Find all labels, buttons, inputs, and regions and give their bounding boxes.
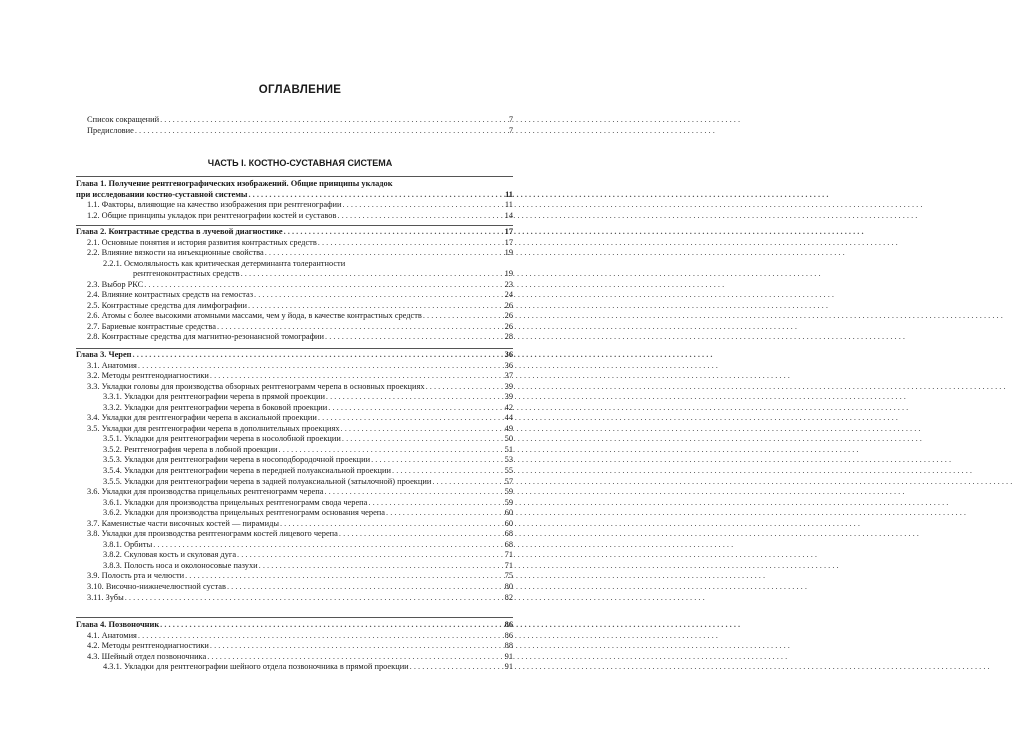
toc-entry-text: 2.6. Атомы с более высокими атомными массами, чем у йода, в качестве контрастных средств	[87, 311, 422, 321]
toc-entry-text: 3.5. Укладки для рентгенографии черепа в дополнительных проекциях	[87, 423, 340, 433]
dot-leader	[125, 593, 502, 604]
chapter-title-cont[interactable]	[76, 190, 513, 201]
toc-entry-page: 14	[504, 210, 513, 220]
toc-entry-page: 17	[504, 237, 513, 247]
toc-entry[interactable]	[76, 487, 513, 498]
dot-leader	[326, 392, 502, 403]
toc-entry-text: 3.6. Укладки для производства прицельных рентгенограмм черепа	[87, 487, 324, 497]
toc-entry-page: 80	[504, 582, 513, 592]
toc-entry-text: 4.1. Анатомия	[87, 630, 137, 640]
chapter-divider	[76, 225, 513, 226]
toc-entry-text: 3.6.1. Укладки для производства прицельных рентгенограмм свода черепа	[103, 497, 368, 507]
toc-entry-page: 37	[504, 371, 513, 381]
dot-leader	[432, 477, 502, 488]
toc-entry[interactable]	[76, 403, 513, 414]
dot-leader	[265, 248, 502, 259]
dot-leader	[241, 269, 502, 280]
chapter-title[interactable]	[76, 620, 513, 631]
dot-leader	[259, 561, 502, 572]
toc-entry-page: 82	[504, 592, 513, 602]
toc-entry[interactable]	[76, 455, 513, 466]
dot-leader	[324, 487, 502, 498]
toc-entry-text: 2.4. Влияние контрастных средств на гемостаз	[87, 290, 254, 300]
toc-entry-text: 4.2. Методы рентгенодиагностики	[87, 641, 209, 651]
dot-leader	[284, 227, 502, 238]
toc-entry[interactable]	[76, 593, 513, 604]
toc-entry[interactable]	[76, 248, 513, 259]
toc-entry[interactable]	[76, 332, 513, 343]
toc-entry-page: 88	[504, 641, 513, 651]
toc-entry[interactable]	[76, 519, 513, 530]
toc-entry[interactable]	[76, 280, 513, 291]
toc-entry[interactable]	[76, 652, 513, 663]
toc-entry-page: 23	[504, 279, 513, 289]
toc-entry[interactable]	[76, 301, 513, 312]
toc-entry[interactable]	[76, 466, 513, 477]
toc-entry-page: 55	[504, 466, 513, 476]
chapter-title[interactable]: Глава 1. Получение рентгенографических изображений. Общие принципы укладок	[76, 179, 393, 188]
chapter-page: 36	[504, 350, 513, 359]
toc-entry-text: 3.5.2. Рентгенография черепа в лобной проекции	[103, 444, 278, 454]
toc-entry-text: 3.2. Методы рентгенодиагностики	[87, 371, 209, 381]
dot-leader	[237, 550, 502, 561]
toc-entry-page: 59	[504, 487, 513, 497]
toc-entry-page: 91	[504, 662, 513, 672]
toc-entry[interactable]	[76, 529, 513, 540]
dot-leader	[133, 350, 502, 361]
toc-entry-page: 51	[504, 444, 513, 454]
toc-entry-page: 57	[504, 476, 513, 486]
toc-entry[interactable]	[76, 641, 513, 652]
chapter-1	[76, 179, 513, 221]
toc-entry-page: 28	[504, 332, 513, 342]
dot-leader	[341, 424, 502, 435]
dot-leader	[410, 662, 502, 673]
toc-entry[interactable]	[76, 371, 513, 382]
toc-entry[interactable]	[76, 631, 513, 642]
toc-entry[interactable]	[76, 662, 513, 673]
toc-entry-page: 19	[504, 248, 513, 258]
toc-entry-page: 11	[504, 200, 513, 210]
toc-entry[interactable]	[76, 200, 513, 211]
dot-leader	[248, 301, 502, 312]
toc-entry-text: 3.3.1. Укладки для рентгенографии черепа в прямой проекции	[103, 392, 325, 402]
toc-entry[interactable]	[76, 434, 513, 445]
dot-leader	[135, 126, 502, 137]
chapter-page: 86	[504, 620, 513, 629]
dot-leader	[371, 455, 502, 466]
toc-entry-text: рентгеноконтрастных средств	[133, 269, 240, 279]
toc-entry-page: 49	[504, 423, 513, 433]
toc-entry-page: 71	[504, 560, 513, 570]
dot-leader	[227, 582, 502, 593]
toc-entry[interactable]	[76, 238, 513, 249]
toc-entry[interactable]	[76, 424, 513, 435]
toc-entry-page: 53	[504, 455, 513, 465]
chapter-title[interactable]	[76, 350, 513, 361]
dot-leader	[153, 540, 502, 551]
chapter-title[interactable]	[76, 227, 513, 238]
toc-entry-text: 3.1. Анатомия	[87, 360, 137, 370]
toc-entry-page: 68	[504, 539, 513, 549]
toc-entry-page: 26	[504, 321, 513, 331]
toc-entry-text: 3.5.4. Укладки для рентгенографии черепа в передней полуаксиальной проекции	[103, 466, 391, 476]
chapter-divider	[76, 348, 513, 349]
dot-leader	[160, 115, 502, 126]
dot-leader	[138, 361, 502, 372]
toc-entry[interactable]	[76, 382, 513, 393]
toc-entry-text: 3.5.5. Укладки для рентгенографии черепа в задней полуаксиальной (затылочной) проекции	[103, 476, 432, 486]
toc-entry-text: 3.4. Укладки для рентгенографии черепа в аксиальной проекции	[87, 413, 317, 423]
dot-leader	[160, 620, 502, 631]
toc-entry-text: 1.2. Общие принципы укладок при рентгенографии костей и суставов	[87, 210, 337, 220]
toc-entry-page: 60	[504, 518, 513, 528]
toc-entry-page: 24	[504, 290, 513, 300]
toc-entry-line[interactable]: 2.2.1. Осмоляльность как критическая детерминанта толерантности	[103, 258, 346, 268]
toc-entry[interactable]	[76, 361, 513, 372]
chapter-title-text: Глава 2. Контрастные средства в лучевой диагностике	[76, 227, 283, 236]
toc-entry-page: 39	[504, 392, 513, 402]
dot-leader	[426, 382, 502, 393]
toc-entry-page: 19	[504, 269, 513, 279]
chapter-title-text: Глава 3. Череп	[76, 350, 132, 359]
dot-leader	[368, 498, 502, 509]
dot-leader	[325, 332, 502, 343]
toc-entry-text: 1.1. Факторы, влияющие на качество изображения при рентгенографии	[87, 200, 342, 210]
toc-entry-page: 26	[504, 300, 513, 310]
toc-entry-page: 91	[504, 651, 513, 661]
toc-entry-page: 42	[504, 402, 513, 412]
toc-entry[interactable]	[76, 269, 513, 280]
front-matter-list	[76, 115, 513, 136]
toc-entry-page: 75	[504, 571, 513, 581]
chapter-4	[76, 620, 513, 673]
chapter-page: 17	[504, 227, 513, 236]
toc-entry-text: 3.8.1. Орбиты	[103, 539, 153, 549]
toc-entry-text: 3.3. Укладки головы для производства обзорных рентгенограмм черепа в основных проекциях	[87, 381, 425, 391]
toc-entry[interactable]	[76, 508, 513, 519]
dot-leader	[138, 631, 502, 642]
toc-entry-text: 3.6.2. Укладки для производства прицельных рентгенограмм основания черепа	[103, 508, 385, 518]
chapter-page: 11	[505, 189, 513, 199]
toc-entry-page: 86	[504, 630, 513, 640]
dot-leader	[386, 508, 502, 519]
toc-entry-text: 4.3. Шейный отдел позвоночника	[87, 651, 207, 661]
toc-entry-page: 59	[504, 497, 513, 507]
chapter-3	[76, 350, 513, 603]
toc-entry-page: 60	[504, 508, 513, 518]
toc-entry-text: 3.8.2. Скуловая кость и скуловая дуга	[103, 550, 237, 560]
toc-entry[interactable]	[76, 392, 513, 403]
chapter-title-text: Глава 4. Позвоночник	[76, 620, 160, 629]
dot-leader	[318, 413, 502, 424]
dot-leader	[217, 322, 502, 333]
dot-leader	[248, 190, 502, 201]
dot-leader	[254, 290, 502, 301]
toc-entry[interactable]	[76, 311, 513, 322]
toc-entry[interactable]	[76, 477, 513, 488]
toc-entry[interactable]	[76, 550, 513, 561]
toc-entry[interactable]	[76, 540, 513, 551]
toc-entry-text: 4.3.1. Укладки для рентгенографии шейного отдела позвоночника в прямой проекции	[103, 662, 409, 672]
dot-leader	[210, 371, 502, 382]
dot-leader	[207, 652, 502, 663]
toc-entry-text: 3.9. Полость рта и челюсти	[87, 571, 185, 581]
toc-entry-text: 3.8. Укладки для производства рентгенограмм костей лицевого черепа	[87, 529, 338, 539]
toc-entry-text: 3.10. Височно-нижнечелюстной сустав	[87, 582, 226, 592]
toc-entry-text: 2.2. Влияние вязкости на инъекционные свойства	[87, 248, 264, 258]
toc-entry[interactable]	[76, 571, 513, 582]
toc-entry-page: 7	[508, 115, 513, 124]
toc-entry[interactable]	[76, 498, 513, 509]
toc-entry[interactable]	[76, 115, 513, 126]
toc-entry-page: 36	[504, 360, 513, 370]
toc-entry-page: 68	[504, 529, 513, 539]
toc-entry-text: 2.3. Выбор РКС	[87, 279, 144, 289]
dot-leader	[342, 434, 502, 445]
toc-entry-page: 50	[504, 434, 513, 444]
toc-entry[interactable]	[76, 561, 513, 572]
dot-leader	[280, 519, 502, 530]
dot-leader	[328, 403, 502, 414]
toc-entry-text: Список сокращений	[87, 115, 160, 124]
toc-entry[interactable]	[76, 290, 513, 301]
dot-leader	[342, 200, 502, 211]
toc-entry-text: 2.5. Контрастные средства для лимфографии	[87, 300, 247, 310]
toc-entry-text: 3.5.3. Укладки для рентгенографии черепа в носоподбородочной проекции	[103, 455, 371, 465]
toc-entry[interactable]	[76, 322, 513, 333]
toc-entry-text: 2.8. Контрастные средства для магнитно-резонансной томографии	[87, 332, 325, 342]
toc-entry[interactable]	[76, 582, 513, 593]
chapter-divider	[76, 617, 513, 618]
part-heading: ЧАСТЬ I. КОСТНО-СУСТАВНАЯ СИСТЕМА	[207, 158, 393, 168]
dot-leader	[144, 280, 502, 291]
toc-entry[interactable]	[76, 413, 513, 424]
dot-leader	[337, 211, 502, 222]
toc-entry-page: 44	[504, 413, 513, 423]
dot-leader	[210, 641, 502, 652]
toc-entry-page: 7	[508, 125, 513, 135]
toc-entry[interactable]	[76, 211, 513, 222]
dot-leader	[318, 238, 502, 249]
dot-leader	[185, 571, 502, 582]
toc-entry-text: Предисловие	[87, 125, 134, 135]
toc-entry[interactable]	[76, 126, 513, 137]
dot-leader	[392, 466, 502, 477]
toc-entry[interactable]	[76, 445, 513, 456]
toc-entry-text: 3.8.3. Полость носа и околоносовые пазухи	[103, 560, 258, 570]
toc-entry-text: 2.1. Основные понятия и история развития контрастных средств	[87, 237, 317, 247]
toc-entry-text: 2.7. Бариевые контрастные средства	[87, 321, 216, 331]
dot-leader	[423, 311, 502, 322]
page-title: ОГЛАВЛЕНИЕ	[258, 84, 342, 96]
chapter-divider	[76, 176, 513, 177]
toc-entry-page: 39	[504, 381, 513, 391]
chapter-title-text: при исследовании костно-суставной системы	[76, 189, 248, 199]
dot-leader	[339, 529, 502, 540]
toc-entry-text: 3.7. Каменистые части височных костей — пирамиды	[87, 518, 279, 528]
toc-entry-page: 26	[504, 311, 513, 321]
dot-leader	[279, 445, 503, 456]
toc-entry-text: 3.5.1. Укладки для рентгенографии черепа в носолобной проекции	[103, 434, 341, 444]
chapter-2	[76, 227, 513, 343]
toc-entry-text: 3.11. Зубы	[87, 592, 124, 602]
toc-entry-page: 71	[504, 550, 513, 560]
toc-entry-text: 3.3.2. Укладки для рентгенографии черепа в боковой проекции	[103, 402, 328, 412]
